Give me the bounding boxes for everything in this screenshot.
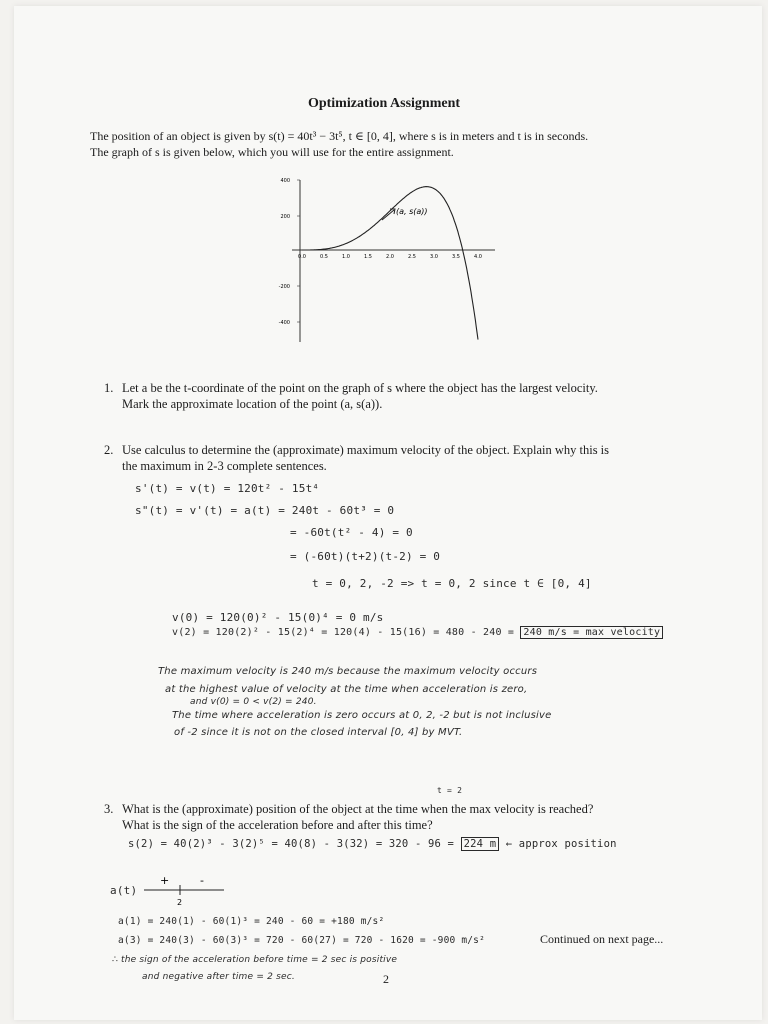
explanation-line-4: The time where acceleration is zero occurs at 0, 2, -2 but is not inclusive bbox=[172, 710, 552, 721]
velocity-at-2-work: v(2) = 120(2)² - 15(2)⁴ = 120(4) - 15(16) = 480 - 240 = bbox=[172, 627, 515, 638]
intro-line-1: The position of an object is given by s(t) = 40t³ − 3t⁵, t ∈ [0, 4], where s is in meters and t is in seconds. bbox=[90, 129, 589, 143]
question-3 bbox=[104, 801, 704, 833]
point-label: (a, s(a)) bbox=[396, 207, 428, 216]
intro-text bbox=[90, 128, 700, 160]
work-line-1: s'(t) = v(t) = 120t² - 15t⁴ bbox=[135, 482, 320, 495]
page-number: 2 bbox=[383, 972, 389, 986]
y-tick-400: 400 bbox=[280, 178, 290, 184]
question-2-line-2: the maximum in 2-3 complete sentences. bbox=[122, 459, 327, 473]
position-at-2-work: s(2) = 40(2)³ - 3(2)⁵ = 40(8) - 3(32) = 320 - 96 = bbox=[128, 838, 455, 850]
sign-plus: + bbox=[160, 874, 170, 887]
page-title: Optimization Assignment bbox=[307, 96, 461, 111]
work-line-3: = -60t(t² - 4) = 0 bbox=[290, 526, 413, 539]
position-box: 224 m bbox=[461, 837, 500, 851]
sign-chart-label: a(t) bbox=[110, 884, 138, 897]
velocity-at-0: v(0) = 120(0)² - 15(0)⁴ = 0 m/s bbox=[172, 611, 384, 624]
question-3-line-1: What is the (approximate) position of the object at the time when the max velocity is reached? bbox=[122, 802, 594, 816]
work-line-5: t = 0, 2, -2 => t = 0, 2 since t ∈ [0, 4] bbox=[312, 577, 592, 590]
question-2-number: 2. bbox=[104, 443, 114, 457]
x-tick-7: 3.5 bbox=[452, 254, 460, 260]
conclusion-line-1: ∴ the sign of the acceleration before time = 2 sec is positive bbox=[112, 955, 398, 965]
question-2-line-1: Use calculus to determine the (approximate) maximum velocity of the object. Explain why this is bbox=[122, 443, 610, 457]
y-tick-200: 200 bbox=[280, 214, 290, 220]
question-1-line-2: Mark the approximate location of the point (a, s(a)). bbox=[122, 397, 383, 411]
t-equals-2-note: t = 2 bbox=[437, 786, 463, 795]
point-marker-arrow bbox=[382, 209, 395, 220]
position-graph bbox=[250, 176, 510, 346]
acceleration-at-1: a(1) = 240(1) - 60(1)³ = 240 - 60 = +180 m/s² bbox=[118, 916, 385, 927]
sign-chart bbox=[140, 872, 230, 908]
question-3-number: 3. bbox=[104, 802, 114, 816]
x-tick-6: 3.0 bbox=[430, 254, 438, 260]
x-tick-labels bbox=[298, 254, 482, 260]
x-tick-8: 4.0 bbox=[474, 254, 482, 260]
question-2 bbox=[104, 442, 704, 474]
x-tick-3: 1.5 bbox=[364, 254, 372, 260]
work-line-2: s"(t) = v'(t) = a(t) = 240t - 60t³ = 0 bbox=[135, 504, 395, 517]
sign-minus: - bbox=[200, 874, 204, 887]
sign-point: 2 bbox=[177, 898, 183, 907]
intro-line-2: The graph of s is given below, which you will use for the entire assignment. bbox=[90, 145, 454, 159]
conclusion-line-2: and negative after time = 2 sec. bbox=[142, 972, 295, 982]
explanation-line-1: The maximum velocity is 240 m/s because the maximum velocity occurs bbox=[158, 666, 538, 677]
x-tick-4: 2.0 bbox=[386, 254, 394, 260]
question-1-number: 1. bbox=[104, 381, 114, 395]
explanation-line-3: and v(0) = 0 < v(2) = 240. bbox=[190, 697, 317, 707]
question-1 bbox=[104, 380, 704, 412]
explanation-line-2: at the highest value of velocity at the time when acceleration is zero, bbox=[165, 684, 528, 695]
x-tick-2: 1.0 bbox=[342, 254, 350, 260]
velocity-at-2 bbox=[172, 627, 663, 638]
x-tick-1: 0.5 bbox=[320, 254, 328, 260]
acceleration-at-3: a(3) = 240(3) - 60(3)³ = 720 - 60(27) = 720 - 1620 = -900 m/s² bbox=[118, 935, 486, 946]
x-tick-0: 0.0 bbox=[298, 254, 306, 260]
position-curve bbox=[302, 187, 478, 340]
question-1-line-1: Let a be the t-coordinate of the point on the graph of s where the object has the largest velocity. bbox=[122, 381, 598, 395]
y-tick-neg200: -200 bbox=[278, 284, 290, 290]
position-at-2 bbox=[128, 838, 617, 850]
continued-note: Continued on next page... bbox=[540, 932, 664, 946]
work-line-4: = (-60t)(t+2)(t-2) = 0 bbox=[290, 550, 441, 563]
max-velocity-box: 240 m/s = max velocity bbox=[520, 626, 663, 639]
position-note: ← approx position bbox=[505, 838, 617, 850]
y-tick-labels bbox=[279, 178, 290, 326]
question-3-line-2: What is the sign of the acceleration before and after this time? bbox=[122, 818, 433, 832]
explanation-line-5: of -2 since it is not on the closed interval [0, 4] by MVT. bbox=[174, 727, 463, 738]
x-tick-5: 2.5 bbox=[408, 254, 416, 260]
y-tick-neg400: -400 bbox=[278, 320, 290, 326]
